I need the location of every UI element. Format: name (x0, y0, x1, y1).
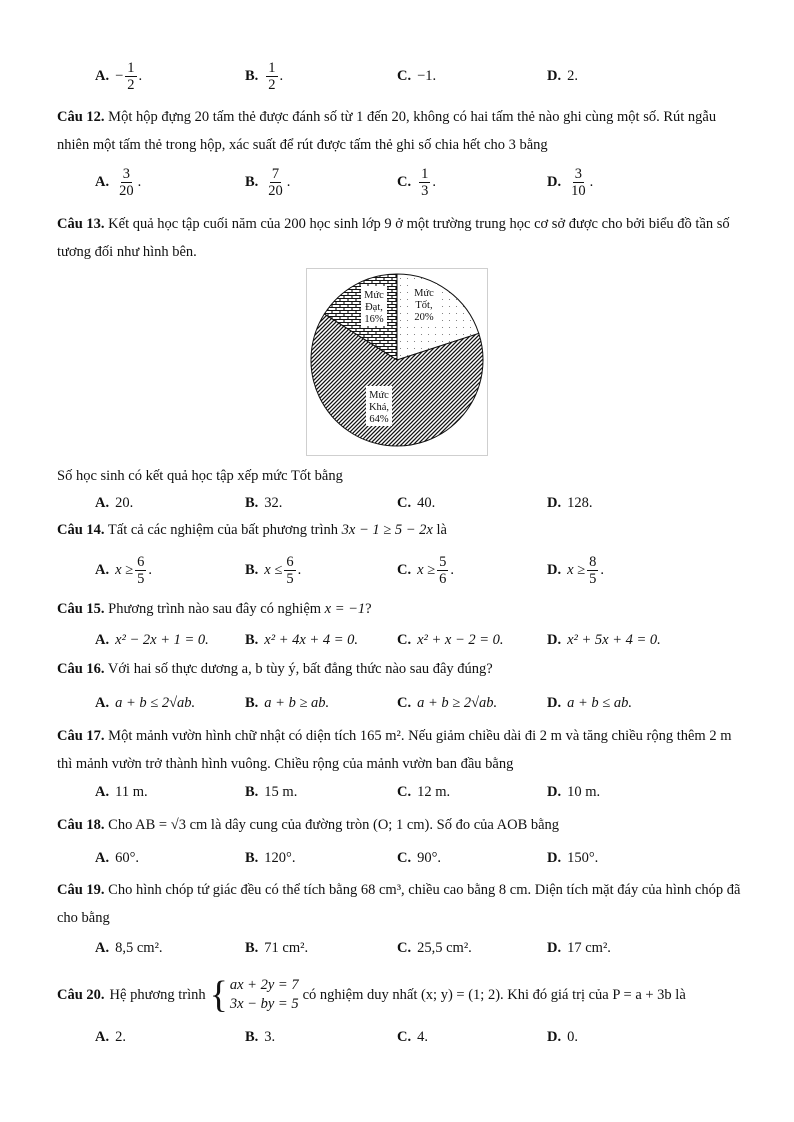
slice-label: Tốt, (415, 300, 433, 311)
slice-label: Đạt, (365, 302, 383, 313)
q20-option-a[interactable]: A. 2. (95, 1028, 126, 1045)
fraction: $\frac{8}{5}$ (589, 553, 597, 587)
q19-option-b[interactable]: B. 71 cm². (245, 939, 309, 956)
q16-option-c[interactable]: C. a + b ≥ 2√ab. (397, 694, 498, 711)
q20-stem: Câu 20. Hệ phương trình { ax + 2y = 7 3x − by = 5 có nghiệm duy nhất (x; y) = (1; 2). Khi đó giá trị của P = a + 3b là (57, 974, 686, 1016)
q18-option-d[interactable]: D. 150°. (547, 849, 599, 866)
pie-slices (311, 274, 483, 446)
q19-option-a[interactable]: A. 8,5 cm². (95, 939, 163, 956)
q18-option-b[interactable]: B. 120°. (245, 849, 296, 866)
q11-option-b[interactable]: B. $\frac{1}{2}$ . (245, 59, 284, 93)
q14-stem: Câu 14. Tất cả các nghiệm của bất phương trình 3x − 1 ≥ 5 − 2x là (57, 522, 447, 538)
q17-option-a[interactable]: A. 11 m. (95, 783, 148, 800)
q15-option-b[interactable]: B. x² + 4x + 4 = 0. (245, 631, 358, 648)
q16-options (95, 685, 735, 721)
q11-option-a[interactable]: A. − $\frac{1}{2}$ . (95, 59, 143, 93)
fraction: $\frac{6}{5}$ (286, 553, 294, 587)
slice-label: 16% (364, 314, 384, 325)
q12-option-a[interactable]: A. $\frac{3}{20}$ . (95, 165, 142, 199)
q14-option-a[interactable]: A. x ≥ $\frac{6}{5}$ . (95, 553, 153, 587)
fraction: $\frac{1}{2}$ (127, 59, 135, 93)
q13-option-d[interactable]: D. 128. (547, 494, 593, 511)
q11-option-c[interactable]: C. −1. (397, 67, 437, 84)
q16-option-d[interactable]: D. a + b ≤ ab. (547, 694, 632, 711)
slice-label: Mức (414, 288, 434, 299)
q12-options (95, 164, 735, 200)
q13-question: Số học sinh có kết quả học tập xếp mức Tốt bằng (57, 468, 343, 484)
q17-option-d[interactable]: D. 10 m. (547, 783, 601, 800)
fraction: $\frac{7}{20}$ (268, 165, 283, 199)
q20-options (95, 1019, 735, 1055)
slice-label: Khá, (368, 402, 390, 413)
q15-option-c[interactable]: C. x² + x − 2 = 0. (397, 631, 504, 648)
q13-option-c[interactable]: C. 40. (397, 494, 436, 511)
equation-2: 3x − by = 5 (229, 996, 299, 1012)
q19-options (95, 930, 735, 966)
q19-option-c[interactable]: C. 25,5 cm². (397, 939, 472, 956)
slice-label: 20% (414, 312, 434, 323)
q14-option-d[interactable]: D. x ≥ $\frac{8}{5}$ . (547, 553, 605, 587)
q14-option-b[interactable]: B. x ≤ $\frac{6}{5}$ . (245, 553, 302, 587)
slice-label: Mức (369, 390, 389, 401)
fraction: $\frac{6}{5}$ (137, 553, 145, 587)
fraction: $\frac{5}{6}$ (439, 553, 447, 587)
q12-option-c[interactable]: C. $\frac{1}{3}$ . (397, 165, 436, 199)
q20-option-c[interactable]: C. 4. (397, 1028, 428, 1045)
q13-option-a[interactable]: A. 20. (95, 494, 134, 511)
q13-stem: Câu 13. Kết quả học tập cuối năm của 200 học sinh lớp 9 ở một trường trung học cơ sở được cho bởi biểu đồ tần số tương đối như hình bên. (57, 216, 730, 260)
q17-stem: Câu 17. Một mảnh vườn hình chữ nhật có diện tích 165 m². Nếu giảm chiều dài đi 2 m và tăng chiều rộng thêm 2 m thì mảnh vườn trở thành hình vuông. Chiều rộng của mảnh vườn ban đầu bằng (57, 728, 732, 772)
q19-stem: Câu 19. Cho hình chóp tứ giác đều có thể tích bằng 68 cm³, chiều cao bằng 8 cm. Diện tích mặt đáy của hình chóp đã cho bằng (57, 882, 741, 926)
q17-option-c[interactable]: C. 12 m. (397, 783, 451, 800)
q12-stem: Câu 12. Một hộp đựng 20 tấm thẻ được đánh số từ 1 đến 20, không có hai tấm thẻ nào ghi cùng một số. Rút ngẫu nhiên một tấm thẻ trong hộp, xác suất để rút được tấm thẻ ghi số chia hết cho 3 bằng (57, 109, 717, 153)
fraction: $\frac{1}{2}$ (268, 59, 276, 93)
q18-option-a[interactable]: A. 60°. (95, 849, 140, 866)
q20-option-d[interactable]: D. 0. (547, 1028, 578, 1045)
q11-option-d[interactable]: D. 2. (547, 67, 578, 84)
brace-icon: { (209, 974, 228, 1016)
q14-option-c[interactable]: C. x ≥ $\frac{5}{6}$ . (397, 553, 455, 587)
q18-option-c[interactable]: C. 90°. (397, 849, 442, 866)
q17-options (95, 774, 735, 810)
q18-options (95, 840, 735, 876)
fraction: $\frac{1}{3}$ (421, 165, 429, 199)
q15-option-d[interactable]: D. x² + 5x + 4 = 0. (547, 631, 661, 648)
q14-options (95, 552, 735, 588)
q19-option-d[interactable]: D. 17 cm². (547, 939, 611, 956)
fraction: $\frac{3}{20}$ (119, 165, 134, 199)
q13-option-b[interactable]: B. 32. (245, 494, 283, 511)
q12-option-d[interactable]: D. $\frac{3}{10}$ . (547, 165, 594, 199)
q16-option-b[interactable]: B. a + b ≥ ab. (245, 694, 330, 711)
q20-option-b[interactable]: B. 3. (245, 1028, 276, 1045)
q16-option-a[interactable]: A. a + b ≤ 2√ab. (95, 694, 196, 711)
q15-option-a[interactable]: A. x² − 2x + 1 = 0. (95, 631, 209, 648)
q12-option-b[interactable]: B. $\frac{7}{20}$ . (245, 165, 291, 199)
q11-options (95, 58, 735, 94)
slice-label: 64% (369, 414, 389, 425)
q15-options (95, 622, 735, 658)
fraction: $\frac{3}{10}$ (571, 165, 586, 199)
q18-stem: Câu 18. Cho AB = √3 cm là dây cung của đường tròn (O; 1 cm). Số đo của AOB bằng (57, 817, 560, 833)
q15-stem: Câu 15. Phương trình nào sau đây có nghiệm x = −1? (57, 601, 372, 617)
equation-system (210, 976, 299, 1014)
equation-1: ax + 2y = 7 (229, 977, 299, 993)
q17-option-b[interactable]: B. 15 m. (245, 783, 298, 800)
q16-stem: Câu 16. Với hai số thực dương a, b tùy ý, bất đẳng thức nào sau đây đúng? (57, 661, 493, 677)
pie-chart (306, 268, 488, 456)
slice-label: Mức (364, 290, 384, 301)
